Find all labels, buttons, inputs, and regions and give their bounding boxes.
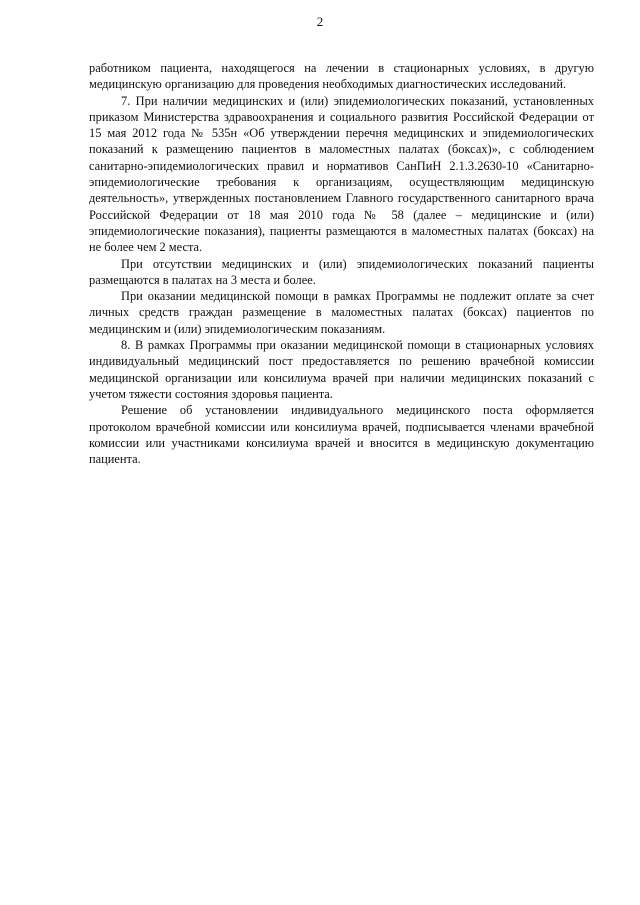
paragraph-7-payment: При оказании медицинской помощи в рамках Программы не подлежит оплате за счет личных средств граждан размещение в маломестных палатах (боксах) пациентов по медицинским и (или) эпидемиологическим показаниям.	[89, 289, 594, 336]
paragraph-7: 7. При наличии медицинских и (или) эпидемиологических показаний, установленных приказом Министерства здравоохранения и социального развития Российской Федерации от 15 мая 2012 года № 535н «Об утверждении перечня медицинских и эпидемиологических показаний к размещению пациентов в маломестных палатах (боксах)», с соблюдением санитарно-эпидемиологических правил и нормативов СанПиН 2.1.3.2630-10 «Санитарно-эпидемиологические требования к организациям, осуществляющим медицинскую деятельность», утвержденных постановлением Главного государственного санитарного врача Российской Федерации от 18 мая 2010 года № 58 (далее – медицинские и (или) эпидемиологические показания), пациенты размещаются в маломестных палатах (боксах) на не более чем 2 места.	[89, 93, 594, 255]
page-number: 2	[316, 14, 324, 29]
paragraph-8-decision: Решение об установлении индивидуального медицинского поста оформляется протоколом врачебной комиссии или консилиума врачей, подписывается членами врачебной комиссии или участниками консилиума врачей и вносится в медицинскую документацию пациента.	[89, 403, 594, 467]
paragraph-continuation: работником пациента, находящегося на лечении в стационарных условиях, в другую медицинскую организацию для проведения необходимых диагностических исследований.	[89, 61, 594, 92]
document-body	[89, 60, 594, 467]
paragraph-7-no-indications: При отсутствии медицинских и (или) эпидемиологических показаний пациенты размещаются в палатах на 3 места и более.	[89, 256, 594, 287]
paragraph-8: 8. В рамках Программы при оказании медицинской помощи в стационарных условиях индивидуальный медицинский пост предоставляется по решению врачебной комиссии медицинской организации или консилиума врачей при наличии медицинских показаний с учетом тяжести состояния здоровья пациента.	[89, 338, 594, 401]
